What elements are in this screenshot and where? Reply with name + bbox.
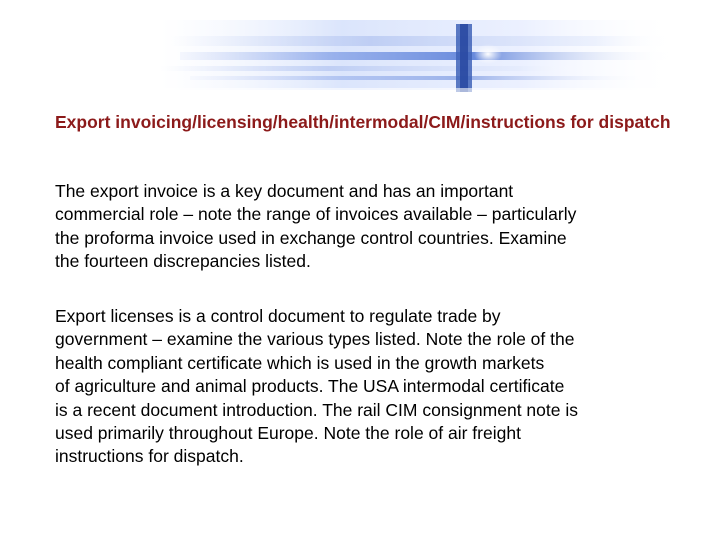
paragraph-line: used primarily throughout Europe. Note the role of air freight [55, 423, 521, 444]
paragraph-line: commercial role – note the range of invoices available – particularly [55, 204, 577, 225]
header-banner [160, 14, 680, 104]
paragraph-line: of agriculture and animal products. The USA intermodal certificate [55, 376, 565, 397]
paragraph-line: government – examine the various types listed. Note the role of the [55, 329, 575, 350]
paragraph-line: the proforma invoice used in exchange control countries. Examine [55, 227, 567, 248]
paragraph-line: instructions for dispatch. [55, 446, 244, 467]
slide-title [55, 110, 675, 134]
decorative-banner-graphic [160, 14, 680, 104]
slide-title-line: Export invoicing/licensing/health/intermodal/CIM/instructions [55, 112, 566, 132]
body-paragraph-export-invoice [55, 180, 675, 274]
paragraph-line: health compliant certificate which is used in the growth markets [55, 352, 545, 373]
paragraph-line: Export licenses is a control document to regulate trade by [55, 306, 501, 326]
body-paragraph-export-licenses [55, 305, 675, 469]
paragraph-line: the fourteen discrepancies listed. [55, 251, 311, 272]
paragraph-line: The export invoice is a key document and has an important [55, 181, 514, 201]
slide-title-line: for dispatch [570, 112, 671, 132]
paragraph-line: is a recent document introduction. The rail CIM consignment note is [55, 399, 578, 420]
